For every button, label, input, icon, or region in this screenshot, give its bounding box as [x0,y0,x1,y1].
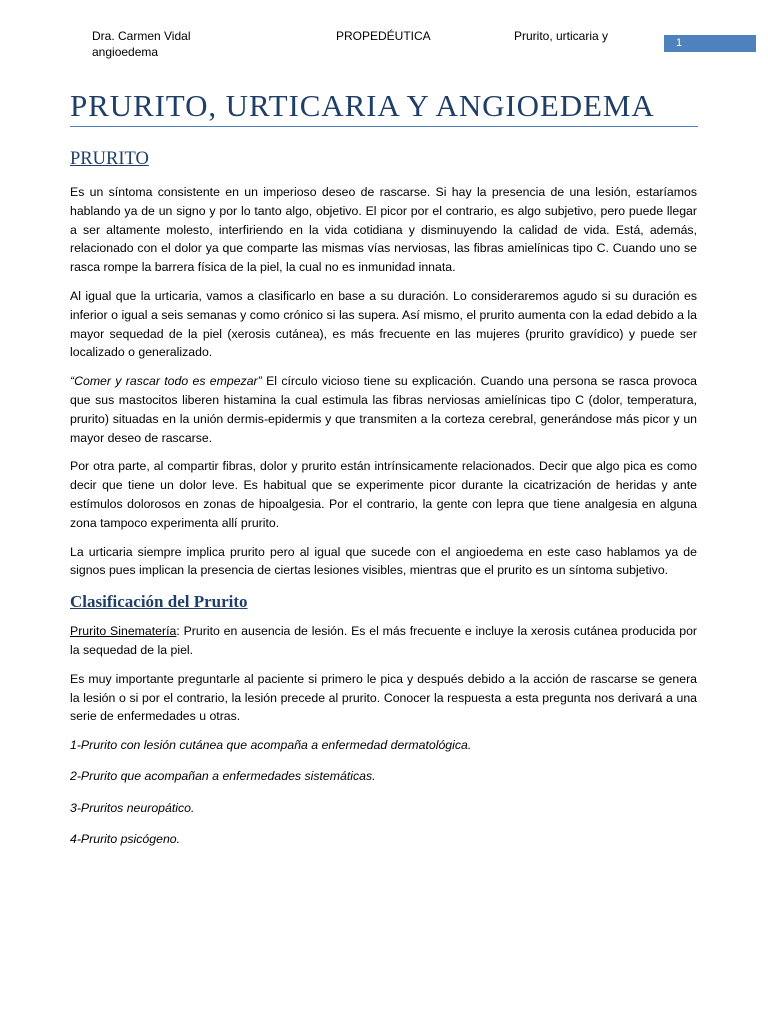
header-author: Dra. Carmen Vidal [92,29,191,43]
header-topic-continuation: angioedema [92,45,159,59]
page-number-badge: 1 [664,35,756,52]
paragraph: La urticaria siempre implica prurito pero al igual que sucede con el angioedema en este caso hablamos ya de signos pues implican la presencia de ciertas lesiones visibles, mientras que el prurito es un síntoma subjetivo. [70,544,697,578]
list-item: 2-Prurito que acompañan a enfermedades sistemáticas. [70,769,376,784]
header-topic: Prurito, urticaria y [514,29,609,43]
classification-list [70,736,697,849]
term-label: Prurito Sinematería [70,624,177,639]
list-item: 1-Prurito con lesión cutánea que acompaña a enfermedad dermatológica. [70,738,472,753]
document-body [70,146,697,861]
section-heading-prurito: PRURITO [70,149,149,169]
list-item: 3-Pruritos neuropático. [70,800,195,815]
header-course: PROPEDÉUTICA [336,29,431,43]
paragraph [70,372,697,447]
title-divider [70,126,698,127]
paragraph: Es un síntoma consistente en un imperioso deseo de rascarse. Si hay la presencia de una lesión, estaríamos hablando ya de un signo y por lo tanto algo, objetivo. El picor por el contrario, es algo subjetivo, pero puede llegar a ser altamente molesto, interfiriendo en la vida cotidiana y disminuyendo la calidad de vida. Está, además, relacionado con el dolor ya que comparte las mismas vías nerviosas, las fibras amielínicas tipo C. Cuando uno se rasca rompe la barrera física de la piel, la cual no es inmunidad innata. [70,185,697,275]
paragraph: Al igual que la urticaria, vamos a clasificarlo en base a su duración. Lo consideraremos agudo si su duración es inferior o igual a seis semanas y como crónico si las supera. Así mismo, el prurito aumenta con la edad debido a la mayor sequedad de la piel (xerosis cutánea), es más frecuente en las mujeres (prurito gravídico) y puede ser localizado o generalizado. [70,288,697,360]
quote: “Comer y rascar todo es empezar” [70,374,262,389]
paragraph-text: : Prurito en ausencia de lesión. Es el más frecuente e incluye la xerosis cutánea producida por la sequedad de la piel. [70,624,698,657]
paragraph [70,622,697,660]
paragraph: Por otra parte, al compartir fibras, dolor y prurito están intrínsicamente relacionados. Decir que algo pica es como decir que tiene un dolor leve. Es habitual que se experimente picor durante la cicatrización de heridas y ante estímulos dolorosos en zonas de hipoalgesia. Por el contrario, la gente con lepra que tiene analgesia en alguna zona tampoco experimenta allí prurito. [70,459,697,530]
document-title: PRURITO, URTICARIA Y ANGIOEDEMA [70,88,655,123]
section-heading-clasificacion: Clasificación del Prurito [70,592,248,612]
paragraph: Es muy importante preguntarle al paciente si primero le pica y después debido a la acción de rascarse se genera la lesión o si por el contrario, la lesión precede al prurito. Conocer la respuesta a esta pregunta nos derivará a una serie de enfermedades u otras. [70,671,697,724]
list-item: 4-Prurito psicógeno. [70,832,181,847]
paragraph-text: El círculo vicioso tiene su explicación. Cuando una persona se rasca provoca que sus mastocitos liberen histamina la cual estimula las fibras nerviosas amielínicas tipo C (dolor, temperatura, prurito) situadas en la unión dermis-epidermis y que transmiten a la corteza cerebral, generándose más picor y un mayor deseo de rascarse. [70,374,698,445]
